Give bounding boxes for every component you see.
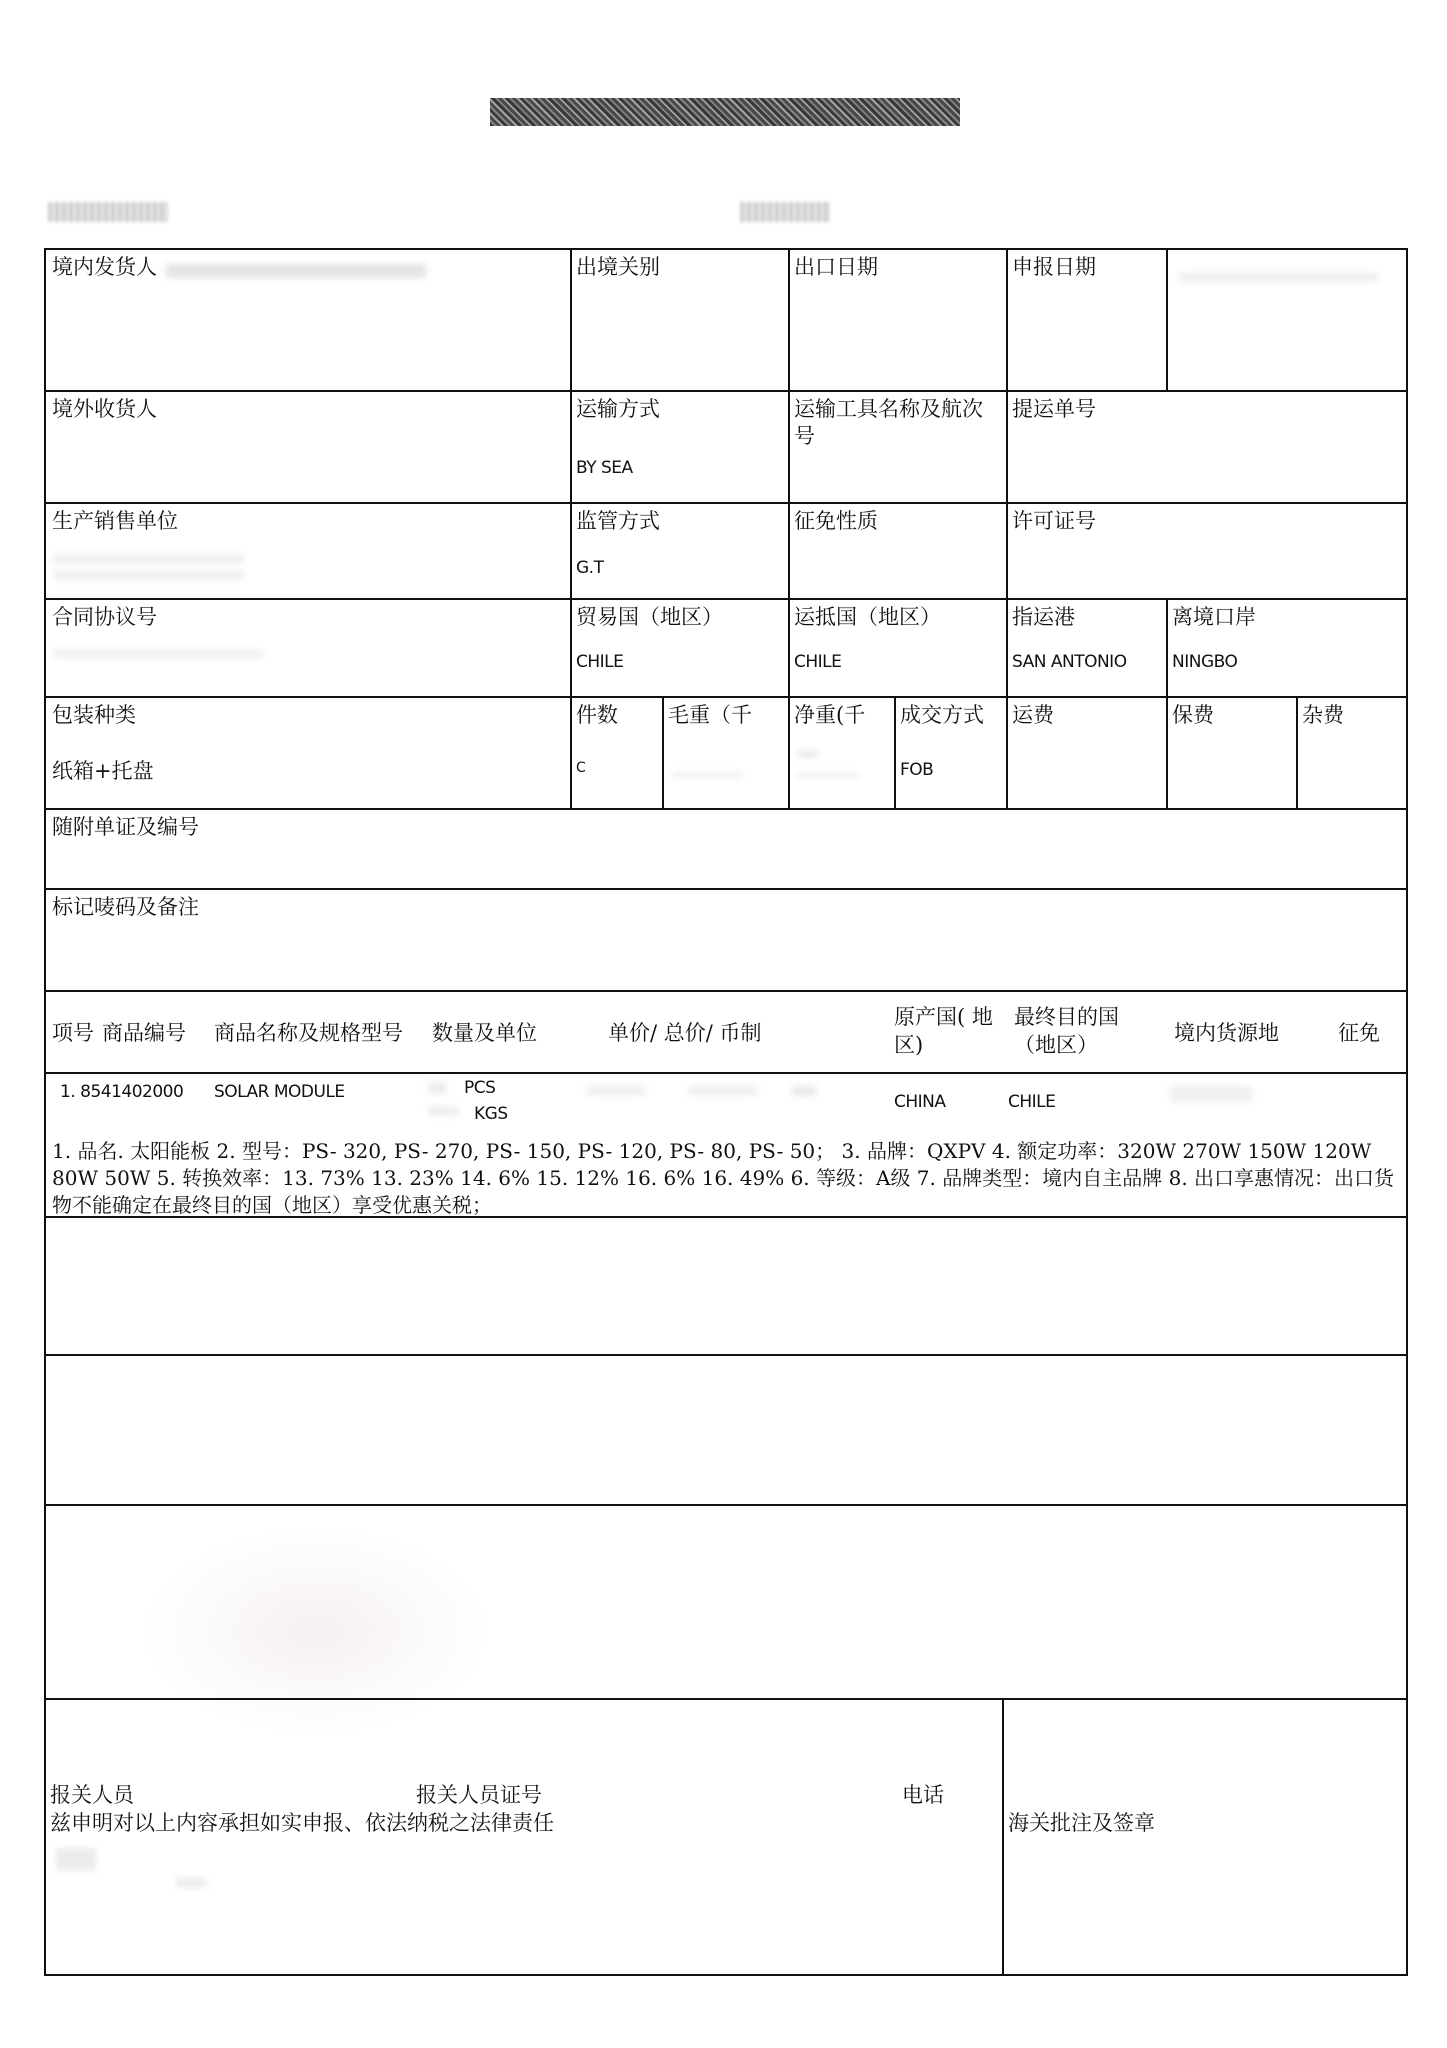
gross-weight-label: 毛重（千 bbox=[668, 703, 752, 727]
producer-label: 生产销售单位 bbox=[52, 509, 178, 533]
redacted-producer bbox=[54, 554, 244, 564]
misc-fee-label: 杂费 bbox=[1302, 703, 1344, 727]
cell-supervision bbox=[570, 502, 790, 600]
redacted-declare-date bbox=[1178, 272, 1378, 282]
port-value: SAN ANTONIO bbox=[1012, 652, 1127, 672]
declaration-statement: 兹申明对以上内容承担如实申报、依法纳税之法律责任 bbox=[50, 1811, 554, 1835]
cell-declare-date bbox=[1006, 250, 1166, 392]
footer-declarant bbox=[46, 1698, 1004, 1976]
item-unit-1: PCS bbox=[464, 1078, 496, 1098]
header-domestic-source: 境内货源地 bbox=[1174, 1021, 1279, 1045]
header-final-dest-2: （地区） bbox=[1014, 1033, 1098, 1057]
cell-packing bbox=[46, 696, 570, 810]
cell-trade-country bbox=[570, 598, 790, 698]
declaration-form bbox=[44, 248, 1408, 1976]
marks-label: 标记唛码及备注 bbox=[52, 895, 199, 919]
terms-value: FOB bbox=[900, 760, 934, 780]
consignor-label: 境内发货人 bbox=[52, 255, 157, 279]
dest-country-value: CHILE bbox=[794, 652, 842, 672]
bl-label: 提运单号 bbox=[1012, 397, 1096, 421]
empty-row-2 bbox=[46, 1354, 1408, 1506]
redacted-net-weight bbox=[798, 750, 818, 758]
supervision-label: 监管方式 bbox=[576, 509, 660, 533]
cell-consignor bbox=[46, 250, 570, 392]
exemption-nature-label: 征免性质 bbox=[794, 509, 878, 533]
customs-label: 出境关别 bbox=[576, 255, 660, 279]
trade-country-value: CHILE bbox=[576, 652, 624, 672]
declarant-label: 报关人员 bbox=[50, 1783, 134, 1807]
item-row bbox=[46, 1072, 1408, 1218]
transport-mode-label: 运输方式 bbox=[576, 397, 660, 421]
cell-terms bbox=[894, 696, 1006, 810]
redacted-customs-no bbox=[740, 202, 830, 222]
cell-freight bbox=[1006, 696, 1166, 810]
footer-customs-approval bbox=[1002, 1698, 1408, 1976]
empty-row-3 bbox=[46, 1504, 1408, 1700]
net-weight-label: 净重(千 bbox=[794, 703, 866, 727]
redacted-consignor bbox=[166, 264, 426, 278]
cell-producer bbox=[46, 502, 570, 600]
header-item-no: 项号 bbox=[52, 1021, 94, 1045]
transport-mode-value: BY SEA bbox=[576, 458, 633, 478]
customs-approval-label: 海关批注及签章 bbox=[1008, 1811, 1155, 1835]
cell-exit-port bbox=[1166, 598, 1408, 698]
freight-label: 运费 bbox=[1012, 703, 1054, 727]
declare-date-label: 申报日期 bbox=[1012, 255, 1096, 279]
header-final-dest-1: 最终目的国 bbox=[1014, 1005, 1119, 1029]
empty-row-1 bbox=[46, 1216, 1408, 1356]
cell-docs bbox=[46, 808, 1408, 890]
redacted-producer-2 bbox=[54, 570, 244, 580]
header-name-spec: 商品名称及规格型号 bbox=[214, 1021, 403, 1045]
item-description: 1. 品名. 太阳能板 2. 型号：PS- 320, PS- 270, PS- 150, PS- 120, PS- 80, PS- 50； 3. 品牌：QXPV 4. 额定功率：320W 270W 150W 120W 80W 50W 5. 转换效率：13. 73% 13. 23% 14. 6% 15. 12% 16. 6% 16. 49% 6. 等级：A级 7. 品牌类型：境内自主品牌 8. 出口享惠情况：出口货物不能确定在最终目的国（地区）享受优惠关税； bbox=[52, 1139, 1395, 1217]
item-destination: CHILE bbox=[1008, 1092, 1056, 1112]
redacted-qty-2 bbox=[428, 1106, 458, 1116]
cell-contract bbox=[46, 598, 570, 698]
item-no-code: 1. 8541402000 bbox=[60, 1082, 184, 1102]
packing-value: 纸箱+托盘 bbox=[52, 759, 154, 783]
cell-vessel bbox=[788, 390, 1006, 504]
exit-port-value: NINGBO bbox=[1172, 652, 1238, 672]
item-unit-2: KGS bbox=[474, 1104, 508, 1124]
cell-marks bbox=[46, 888, 1408, 992]
declarant-id-label: 报关人员证号 bbox=[416, 1783, 542, 1807]
items-header bbox=[46, 990, 1408, 1074]
redacted-qty-1 bbox=[428, 1082, 446, 1094]
header-exemption: 征免 bbox=[1338, 1021, 1380, 1045]
cell-misc-fee bbox=[1296, 696, 1408, 810]
redacted-currency bbox=[792, 1086, 816, 1096]
item-origin: CHINA bbox=[894, 1092, 946, 1112]
redacted-title bbox=[490, 98, 960, 126]
cell-bl-no bbox=[1006, 390, 1408, 504]
export-date-label: 出口日期 bbox=[794, 255, 878, 279]
contract-label: 合同协议号 bbox=[52, 605, 157, 629]
cell-net-weight bbox=[788, 696, 896, 810]
header-qty-unit: 数量及单位 bbox=[432, 1021, 537, 1045]
cell-customs bbox=[570, 250, 790, 392]
cell-gross-weight bbox=[662, 696, 788, 810]
trade-country-label: 贸易国（地区） bbox=[576, 605, 723, 629]
phone-label: 电话 bbox=[902, 1783, 944, 1807]
header-origin-2: 区) bbox=[894, 1033, 924, 1057]
redacted-unit-price bbox=[586, 1086, 646, 1096]
license-label: 许可证号 bbox=[1012, 509, 1096, 533]
cell-port bbox=[1006, 598, 1166, 698]
cell-declare-date-value bbox=[1166, 250, 1408, 392]
consignee-label: 境外收货人 bbox=[52, 397, 157, 421]
cell-pieces bbox=[570, 696, 664, 810]
redacted-declarant-info bbox=[176, 1878, 206, 1888]
terms-label: 成交方式 bbox=[900, 703, 984, 727]
exit-port-label: 离境口岸 bbox=[1172, 605, 1256, 629]
docs-label: 随附单证及编号 bbox=[52, 815, 199, 839]
cell-insurance bbox=[1166, 696, 1296, 810]
header-price: 单价/ 总价/ 币制 bbox=[608, 1021, 762, 1045]
redacted-domestic-source bbox=[1170, 1086, 1252, 1102]
redacted-net-weight-2 bbox=[798, 772, 858, 778]
packing-label: 包装种类 bbox=[52, 703, 136, 727]
redacted-contract bbox=[54, 650, 264, 658]
redacted-preentry-no bbox=[48, 202, 168, 222]
cell-transport-mode bbox=[570, 390, 790, 504]
cell-license bbox=[1006, 502, 1408, 600]
cell-export-date bbox=[788, 250, 1006, 392]
redacted-declarant-name bbox=[56, 1848, 96, 1870]
vessel-label: 运输工具名称及航次号 bbox=[794, 397, 983, 448]
redacted-gross-weight bbox=[672, 772, 742, 778]
port-label: 指运港 bbox=[1012, 605, 1075, 629]
redacted-total-price bbox=[688, 1086, 758, 1096]
dest-country-label: 运抵国（地区） bbox=[794, 605, 941, 629]
cell-consignee bbox=[46, 390, 570, 504]
cell-exemption-nature bbox=[788, 502, 1006, 600]
pieces-label: 件数 bbox=[576, 703, 618, 727]
supervision-value: G.T bbox=[576, 558, 604, 578]
header-origin-1: 原产国( 地 bbox=[894, 1005, 993, 1029]
insurance-label: 保费 bbox=[1172, 703, 1214, 727]
cell-dest-country bbox=[788, 598, 1006, 698]
header-hs-code: 商品编号 bbox=[102, 1021, 186, 1045]
pieces-value: C bbox=[576, 760, 586, 776]
item-name: SOLAR MODULE bbox=[214, 1082, 345, 1102]
